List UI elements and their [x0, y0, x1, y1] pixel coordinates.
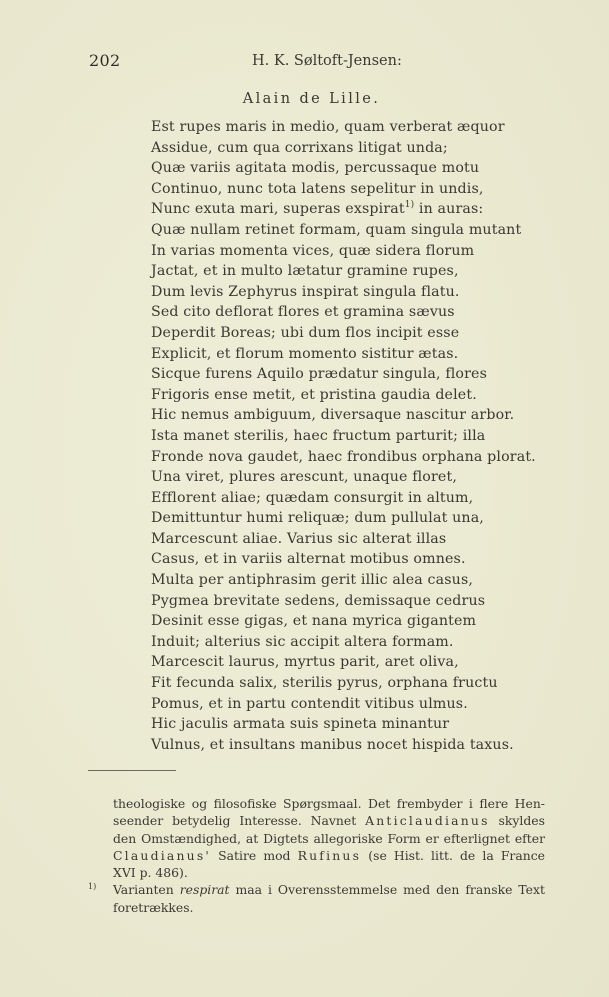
verse-line: Est rupes maris in medio, quam verberat æquor [151, 119, 505, 135]
footnote-marker: 1) [88, 882, 97, 892]
footnote-divider [88, 770, 176, 771]
verse-line: Explicit, et florum momento sistitur ætas. [151, 345, 459, 362]
verse-line: Marcescit laurus, myrtus parit, aret oliva, [151, 654, 459, 671]
poem-title: Alain de Lille. [242, 91, 381, 107]
poem-verse [151, 117, 536, 755]
verse-line: Sed cito deflorat flores et gramina sævus [151, 304, 455, 321]
verse-line: Deperdit Boreas; ubi dum flos incipit esse [151, 324, 460, 341]
footnote-text: Varianten [113, 882, 180, 898]
footnote-text: Satire mod [211, 847, 298, 863]
work-title-rufinus: Rufinus [297, 847, 362, 863]
author-claudianus: Claudianus' [113, 847, 212, 863]
verse-line: Efflorent aliae; quædam consurgit in altum, [151, 489, 474, 506]
verse-line: Pygmea brevitate sedens, demissaque cedrus [151, 592, 486, 609]
footnote-text: seender betydelig Interesse. Navnet [113, 813, 366, 829]
verse-line: Marcescunt aliae. Varius sic alterat illas [151, 530, 447, 547]
footnote-text: (se Hist. litt. de la France [361, 847, 545, 863]
verse-line: Induit; alterius sic accipit altera formam. [151, 633, 454, 650]
verse-line: Quæ nullam retinet formam, quam singula mutant [151, 221, 522, 238]
verse-text: Nunc exuta mari, superas exspirat [151, 201, 405, 218]
verse-line: Multa per antiphrasim gerit illic alea casus, [151, 572, 474, 589]
footnote-continued-line [113, 812, 545, 829]
verse-line [151, 199, 536, 220]
verse-line: Hic nemus ambiguum, diversaque nascitur arbor. [151, 407, 515, 424]
verse-line: Dum levis Zephyrus inspirat singula flatu. [151, 283, 460, 300]
verse-line: Continuo, nunc tota latens sepelitur in undis, [151, 180, 484, 197]
verse-line: Sicque furens Aquilo prædatur singula, flores [151, 366, 488, 383]
running-head: H. K. Søltoft-Jensen: [252, 53, 402, 69]
footnote-text: skyldes [489, 813, 545, 829]
verse-line: Hic jaculis armata suis spineta minantur [151, 716, 450, 733]
verse-line: Ista manet sterilis, haec fructum parturit; illa [151, 427, 486, 444]
verse-line: Jactat, et in multo lætatur gramine rupes, [151, 263, 459, 280]
footnote-line [113, 881, 545, 898]
verse-line: Pomus, et in partu contendit vitibus ulmus. [151, 695, 468, 712]
verse-line: Quæ variis agitata modis, percussaque motu [151, 160, 480, 177]
verse-line: Vulnus, et insultans manibus nocet hispida taxus. [151, 736, 514, 753]
footnote-continued-line: theologiske og filosofiske Spørgsmaal. Det frembyder i flere Hen- [113, 796, 545, 811]
footnote-continued-line [113, 847, 545, 864]
work-title-anticlaudianus: Anticlaudianus [365, 813, 490, 829]
verse-line: Una viret, plures arescunt, unaque floret, [151, 469, 457, 486]
verse-line: In varias momenta vices, quæ sidera florum [151, 242, 475, 259]
verse-line: Fit fecunda salix, sterilis pyrus, orphana fructu [151, 675, 498, 692]
footnote-text: maa i Overensstemmelse med den franske Text [229, 882, 545, 898]
verse-line: Desinit esse gigas, et nana myrica gigantem [151, 613, 477, 630]
verse-line: Frigoris ense metit, et pristina gaudia delet. [151, 386, 477, 403]
variant-word: respirat [179, 882, 230, 898]
verse-text: in auras: [414, 201, 484, 218]
footnotes [88, 795, 545, 916]
footnote-1 [88, 881, 545, 916]
footnote-continued-line: den Omstændighed, at Digtets allegoriske Form er efterlignet efter [113, 830, 545, 846]
footnote-line: foretrækkes. [113, 899, 194, 915]
verse-line: Demittuntur humi reliquæ; dum pullulat una, [151, 510, 484, 527]
page-number: 202 [89, 51, 121, 70]
verse-line: Fronde nova gaudet, haec frondibus orphana plorat. [151, 448, 536, 465]
footnote-reference[interactable]: 1) [404, 200, 415, 211]
verse-line: Assidue, cum qua corrixans litigat unda; [151, 139, 448, 156]
verse-line: Casus, et in variis alternat motibus omnes. [151, 551, 466, 568]
footnote-continued-line: XVI p. 486). [113, 865, 188, 881]
